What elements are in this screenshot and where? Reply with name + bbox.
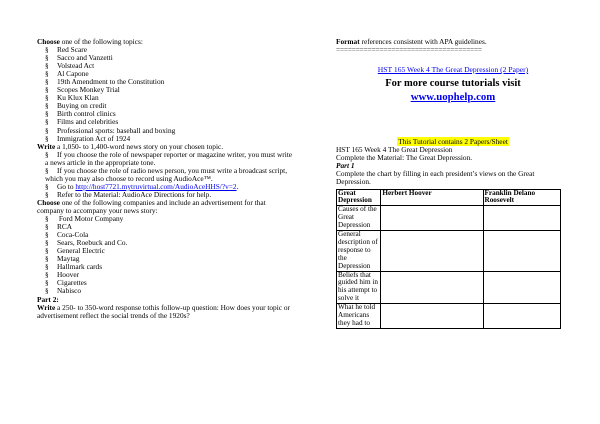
- row-label: Beliefs that guided him in his attempt to solve it: [337, 271, 381, 304]
- tutorial-highlight: This Tutorial contains 2 Papers/Sheet: [398, 137, 508, 147]
- list-item: § Hoover: [45, 270, 80, 280]
- sub-item-radio: § If you choose the role of radio news person, you must write a broadcast script, which you may also choose to record using AudioAce™.: [45, 165, 288, 183]
- bullet-icon: §: [45, 254, 49, 264]
- complete-line: Complete the Material: The Great Depression.: [336, 153, 473, 163]
- sub-item-refer: § Refer to the Material: AudioAce Directions for help.: [45, 189, 212, 199]
- bullet-icon: §: [45, 165, 49, 175]
- companies-list: [37, 215, 294, 295]
- list-item: § Coca-Cola: [45, 230, 89, 240]
- instructions: Complete the chart by filling in each president’s views on the Great Depression.: [336, 169, 535, 187]
- list-item: § Scopes Monkey Trial: [45, 85, 120, 95]
- list-item: § Films and celebrities: [45, 117, 119, 127]
- bullet-icon: §: [45, 93, 49, 103]
- bullet-icon: §: [45, 61, 49, 71]
- bullet-icon: §: [45, 270, 49, 280]
- write2-text: a 250- to 350-word response tothis follow-up question: How does your topic or advertisement reflect the social trends of the 1920s?: [37, 302, 290, 320]
- bullet-icon: §: [45, 189, 49, 199]
- doc-title: HST 165 Week 4 The Great Depression: [336, 145, 453, 155]
- list-item: § Red Scare: [45, 45, 87, 55]
- write-text: a 1,050- to 1,400-word news story on your chosen topic.: [55, 141, 224, 151]
- list-item: § Maytag: [45, 254, 80, 264]
- list-item: § Birth control clinics: [45, 109, 116, 119]
- table-header-row: [337, 189, 561, 206]
- bullet-icon: §: [45, 117, 49, 127]
- bullet-icon: §: [45, 149, 49, 159]
- row-label: What he told Americans they had to: [337, 304, 381, 329]
- list-item: § Nabisco: [45, 286, 82, 296]
- bullet-icon: §: [45, 53, 49, 63]
- separator: =====================================: [336, 46, 482, 55]
- list-item: § Ku Klux Klan: [45, 93, 99, 103]
- list-item: § Buying on credit: [45, 101, 107, 111]
- table-row: [337, 271, 561, 304]
- format-text: references consistent with APA guidelines.: [359, 37, 487, 46]
- list-item: § General Electric: [45, 246, 105, 256]
- write-label: Write: [37, 141, 56, 151]
- bullet-icon: §: [45, 230, 49, 240]
- bullet-icon: §: [45, 69, 49, 79]
- choose-company-line: [37, 199, 294, 215]
- sub-item-newspaper: § If you choose the role of newspaper reporter or magazine writer, you must write a news article in the appropriate tone.: [45, 149, 293, 167]
- list-item: § Al Capone: [45, 69, 89, 79]
- list-item: § Cigarettes: [45, 278, 87, 288]
- uophelp-line: [336, 91, 570, 104]
- bullet-icon: §: [45, 214, 49, 224]
- table-cell: [381, 271, 483, 304]
- uophelp-link[interactable]: www.uophelp.com: [410, 91, 496, 104]
- bullet-icon: §: [45, 133, 49, 143]
- table-cell: [483, 304, 560, 329]
- bullet-icon: §: [45, 286, 49, 296]
- list-item: § Sears, Roebuck and Co.: [45, 238, 128, 248]
- table-cell: [483, 206, 560, 231]
- row-label: Causes of the Great Depression: [337, 206, 381, 231]
- table-row: [337, 231, 561, 272]
- bullet-icon: §: [45, 222, 49, 232]
- presidents-table: [336, 189, 561, 329]
- bullet-icon: §: [45, 125, 49, 135]
- part2-heading: Part 2:: [37, 294, 59, 304]
- format-label: Format: [336, 37, 360, 46]
- visit-heading: For more course tutorials visit: [385, 78, 521, 90]
- table-header: Franklin Delano Roosevelt: [483, 189, 560, 206]
- list-item: § Hallmark cards: [45, 262, 103, 272]
- list-item: § RCA: [45, 222, 73, 232]
- topics-list: [37, 46, 294, 143]
- table-cell: [381, 206, 483, 231]
- table-cell: [381, 304, 483, 329]
- choose2-label: Choose: [37, 197, 60, 207]
- bullet-icon: §: [45, 85, 49, 95]
- hst-link-line: [336, 66, 570, 74]
- hst-paper-link[interactable]: HST 165 Week 4 The Great Depression (2 Paper): [377, 65, 529, 75]
- table-header: Herbert Hoover: [381, 189, 483, 206]
- bullet-icon: §: [45, 238, 49, 248]
- bullet-icon: §: [45, 181, 49, 191]
- table-row: [337, 206, 561, 231]
- bullet-icon: §: [45, 77, 49, 87]
- audioace-link[interactable]: http://host7721.mytruvirtual.com/AudioAceHHS/?v=2: [75, 181, 237, 191]
- list-item: § Immigration Act of 1924: [45, 133, 131, 143]
- bullet-icon: §: [45, 262, 49, 272]
- list-item: § Sacco and Vanzetti: [45, 53, 113, 63]
- row-label: General description of response to the Depression: [337, 231, 381, 272]
- right-page: [300, 0, 600, 424]
- bullet-icon: §: [45, 246, 49, 256]
- choose-label: Choose: [37, 37, 60, 46]
- table-cell: [381, 231, 483, 272]
- write2-label: Write: [37, 302, 56, 312]
- list-item: § Professional sports: baseball and boxing: [45, 125, 176, 135]
- bullet-icon: §: [45, 278, 49, 288]
- choose-text: one of the following topics:: [59, 37, 143, 46]
- bullet-icon: §: [45, 45, 49, 55]
- table-header: Great Depression: [337, 189, 381, 206]
- table-cell: [483, 271, 560, 304]
- bullet-icon: §: [45, 101, 49, 111]
- list-item: § Ford Motor Company: [45, 214, 124, 224]
- table-row: [337, 304, 561, 329]
- write-response-line: [37, 304, 294, 320]
- part1-heading: Part 1: [336, 161, 355, 171]
- list-item: § Volstead Act: [45, 61, 95, 71]
- table-cell: [483, 231, 560, 272]
- choose2-text: one of the following companies and include an advertisement for that company to accompany your news story:: [37, 197, 266, 215]
- bullet-icon: §: [45, 109, 49, 119]
- format-line: [336, 38, 570, 46]
- sub-item-goto: § Go to http://host7721.mytruvirtual.com/AudioAceHHS/?v=2.: [45, 181, 239, 191]
- list-item: § 19th Amendment to the Constitution: [45, 77, 165, 87]
